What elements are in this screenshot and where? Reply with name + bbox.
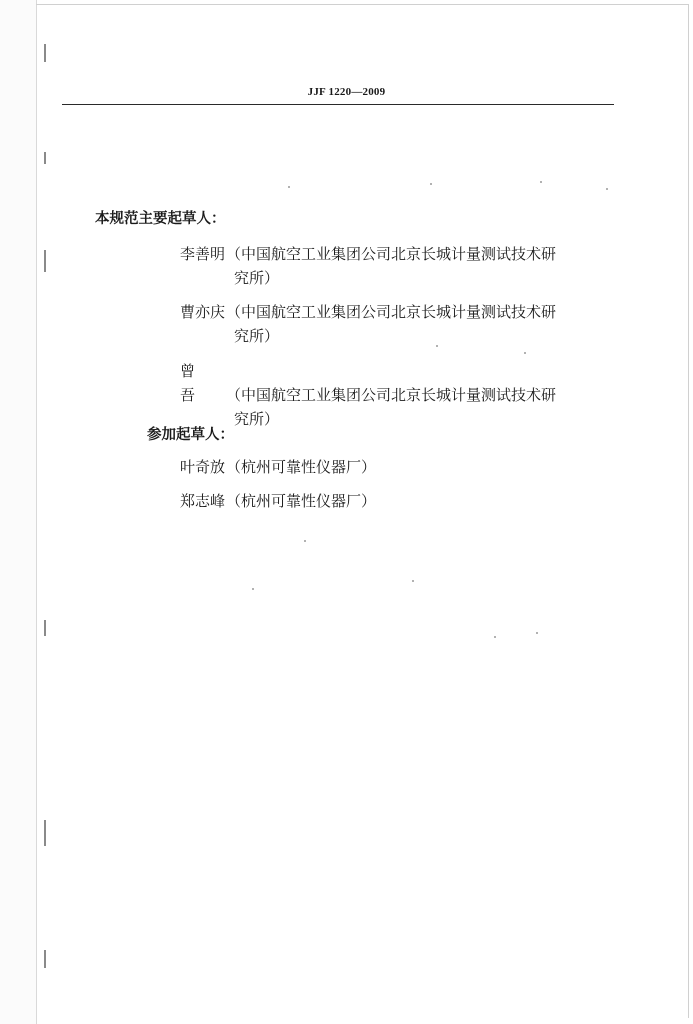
drafter-affiliation: （中国航空工业集团公司北京长城计量测试技术研 [226, 386, 557, 404]
binding-mark [44, 620, 46, 636]
scan-speck [288, 186, 290, 188]
page-border-top [36, 4, 689, 5]
page-border-right [688, 4, 689, 1018]
main-drafter-entry [180, 242, 616, 290]
main-drafter-entry [180, 300, 616, 348]
participating-drafters-heading: 参加起草人： [147, 427, 234, 443]
drafter-affiliation: （中国航空工业集团公司北京长城计量测试技术研 [226, 303, 557, 321]
standard-code: JJF 1220—2009 [307, 86, 386, 98]
drafter-name: 曹亦庆 [180, 303, 226, 321]
scan-speck [606, 188, 608, 190]
participating-drafter-entry [180, 455, 616, 479]
scan-speck [304, 540, 306, 542]
scan-speck [252, 588, 254, 590]
drafter-affiliation: （杭州可靠性仪器厂） [226, 458, 377, 476]
main-drafter-entry [180, 359, 616, 431]
scan-speck [494, 636, 496, 638]
drafter-affiliation-continued: 究所） [234, 269, 280, 287]
scan-speck [536, 632, 538, 634]
binding-mark [44, 820, 46, 846]
binding-mark [44, 250, 46, 272]
drafter-name: 曾吾 [180, 362, 212, 404]
drafter-name: 郑志峰 [180, 492, 226, 510]
scan-speck [436, 345, 438, 347]
participating-drafter-entry [180, 489, 616, 513]
drafter-name: 李善明 [180, 245, 226, 263]
binding-mark [44, 950, 46, 968]
scan-speck [430, 183, 432, 185]
drafter-affiliation: （杭州可靠性仪器厂） [226, 492, 377, 510]
scan-speck [540, 181, 542, 183]
scan-binding-edge [0, 0, 37, 1024]
drafter-affiliation-continued: 究所） [234, 410, 280, 428]
scan-speck [412, 580, 414, 582]
drafter-name: 叶奇放 [180, 458, 226, 476]
drafter-affiliation: （中国航空工业集团公司北京长城计量测试技术研 [226, 245, 557, 263]
scan-speck [524, 352, 526, 354]
drafter-affiliation-continued: 究所） [234, 327, 280, 345]
binding-mark [44, 44, 46, 62]
header-rule [62, 104, 614, 105]
binding-mark [44, 152, 46, 164]
main-drafters-heading: 本规范主要起草人： [95, 211, 226, 227]
